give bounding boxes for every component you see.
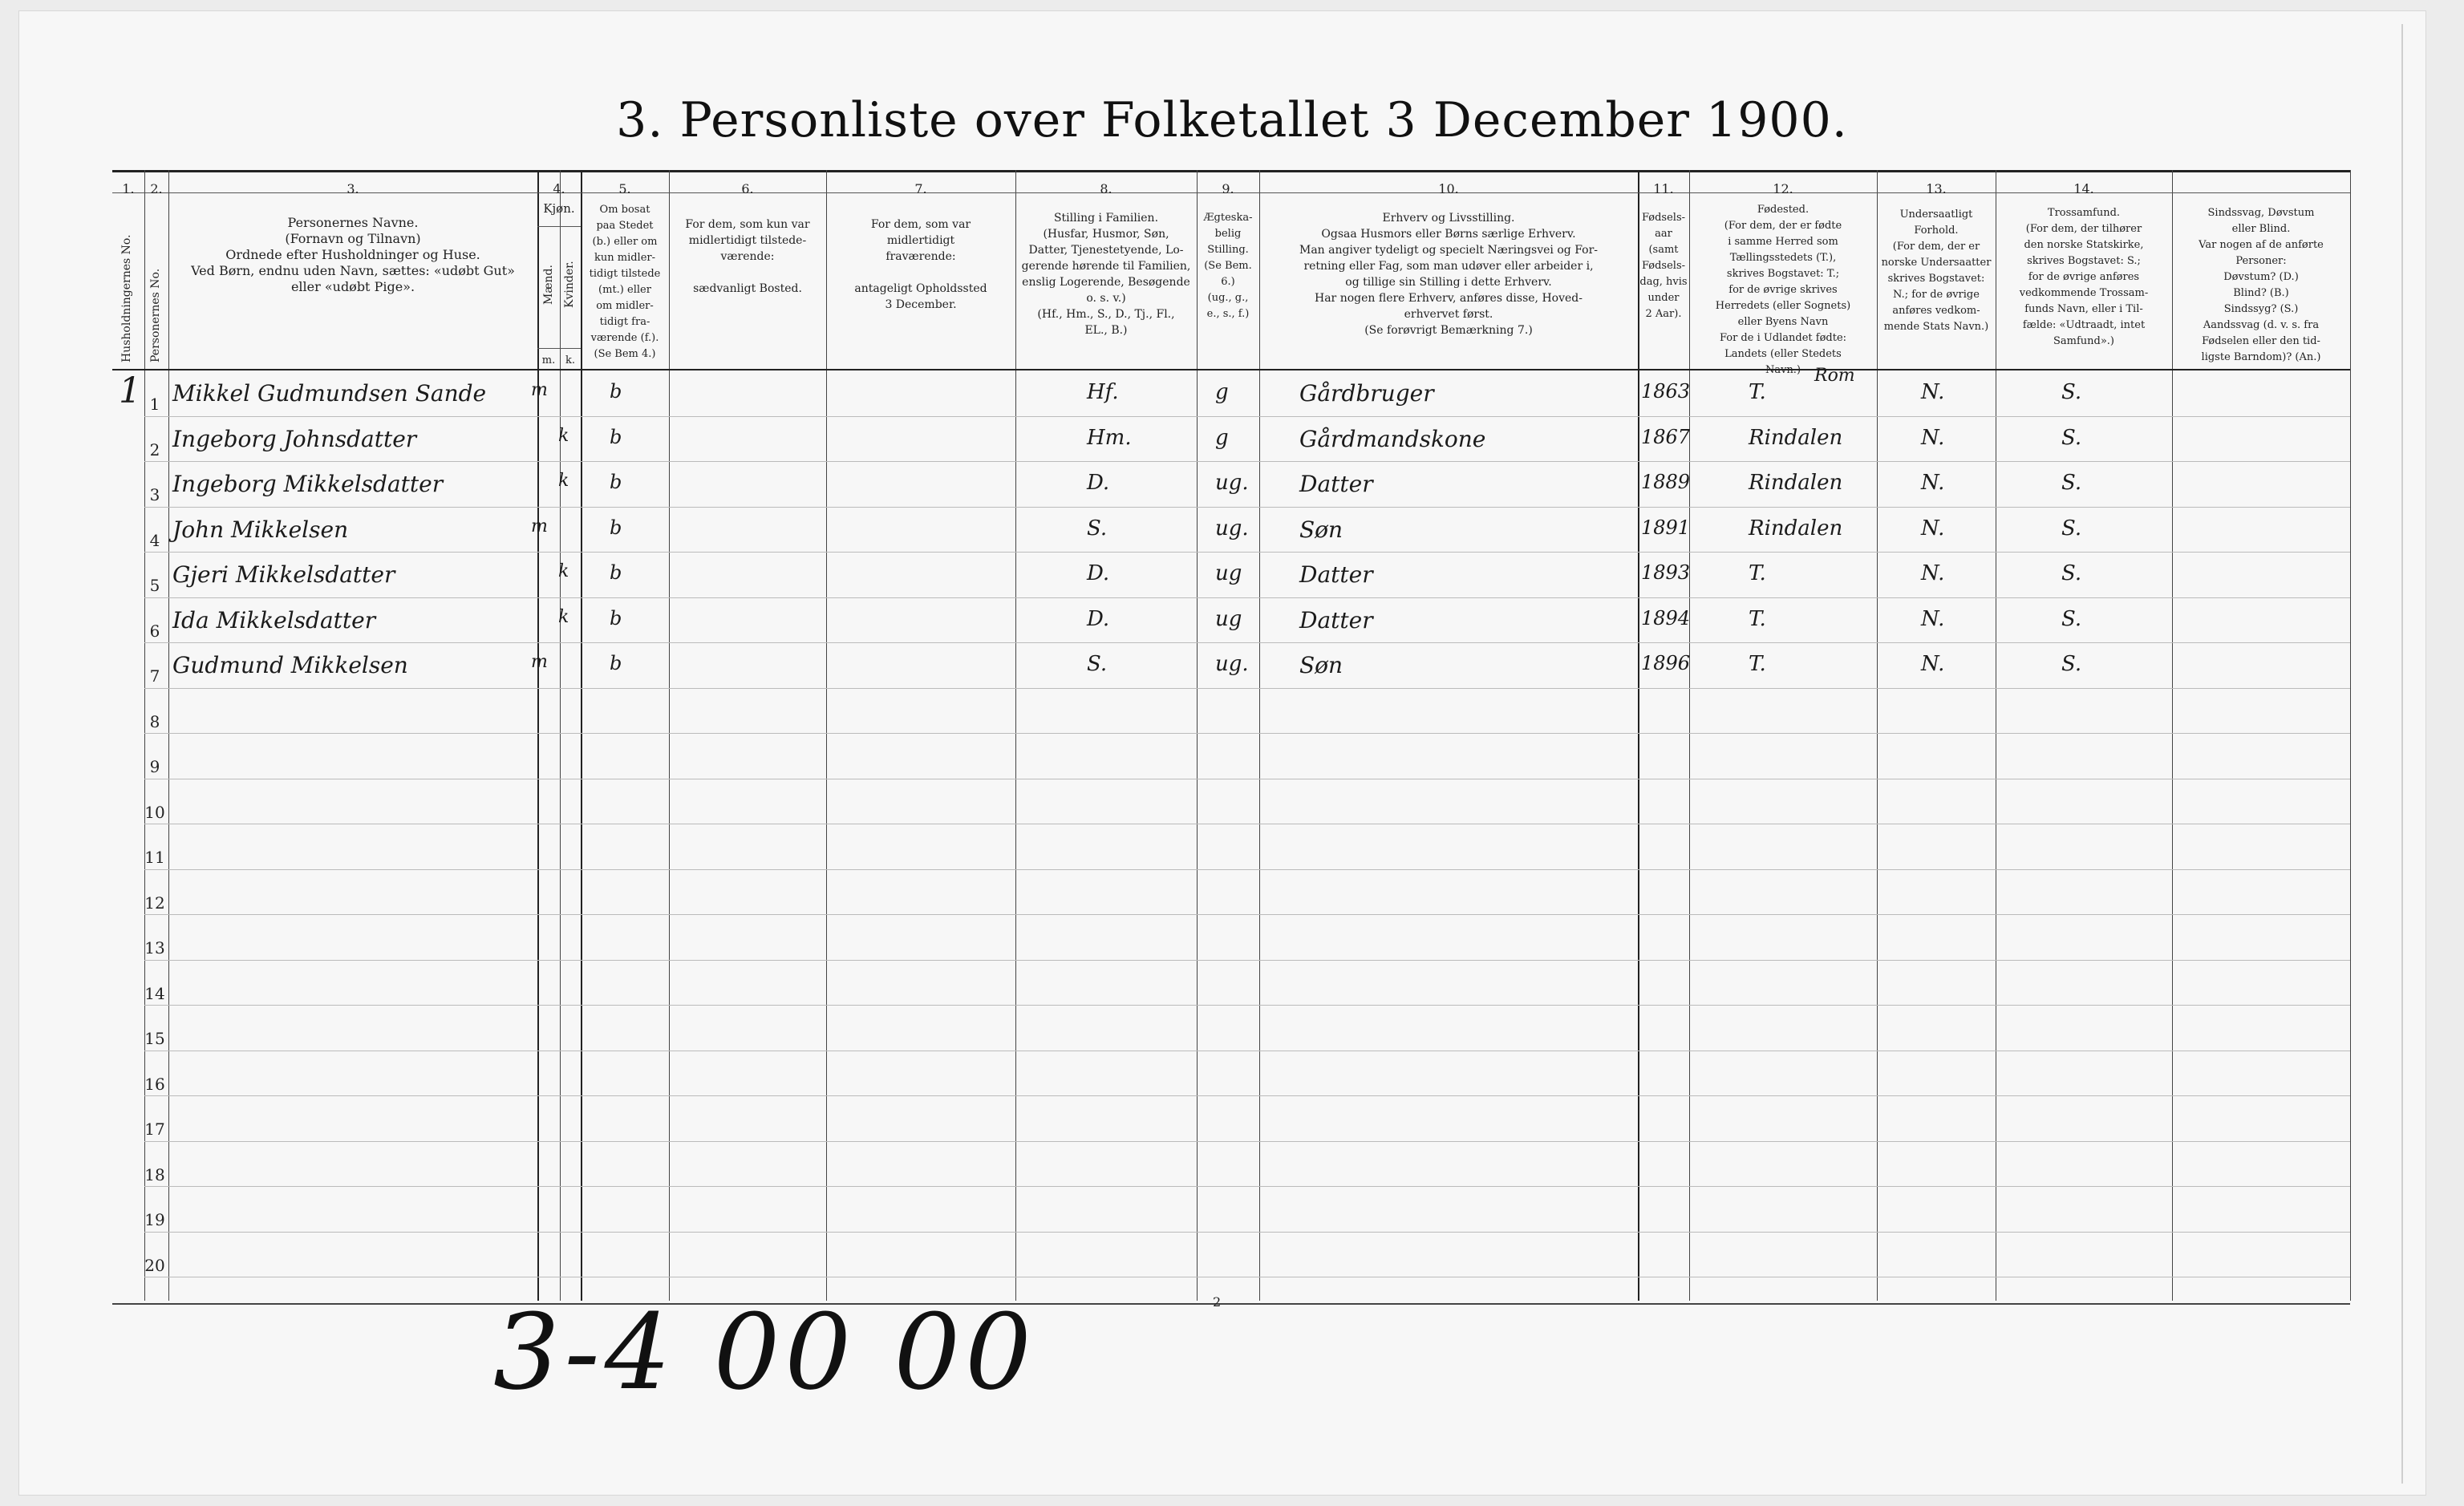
header-person-no: Personernes No. (149, 268, 162, 362)
row-number: 11 (144, 848, 165, 867)
cell-name: Mikkel Gudmundsen Sande (172, 380, 487, 407)
cell-citizenship: N. (1921, 652, 1945, 676)
cell-citizenship: N. (1921, 606, 1945, 631)
column-number: 14. (2073, 181, 2094, 196)
column-number: 9. (1222, 181, 1234, 196)
row-rule (144, 597, 2350, 598)
header-marital: Ægteska- belig Stilling. (Se Bem. 6.) (ug., g., e., s., f.) (1203, 212, 1253, 320)
header-sex-k: k. (565, 354, 575, 366)
cell-sex: m (531, 652, 548, 672)
cell-marital: ug. (1215, 652, 1249, 676)
column-rule (2350, 170, 2351, 1301)
column-rule (1638, 170, 1639, 1301)
cell-marital: ug (1215, 606, 1242, 631)
column-number: 11. (1653, 181, 1674, 196)
page-fold (2401, 24, 2403, 1484)
cell-marital: g (1215, 380, 1229, 404)
cell-birthplace: T. (1749, 561, 1766, 585)
cell-residence: b (610, 561, 622, 584)
cell-occupation: Søn (1299, 652, 1343, 678)
row-number: 7 (149, 666, 160, 686)
column-rule (168, 170, 169, 1301)
row-number: 19 (144, 1210, 165, 1229)
cell-name: John Mikkelsen (172, 516, 349, 543)
column-rule (2172, 170, 2173, 1301)
row-number: 18 (144, 1164, 165, 1184)
sex-subheader-rule (537, 226, 581, 227)
column-rule (1197, 170, 1198, 1301)
row-number: 8 (149, 711, 160, 731)
page-title: 3. Personliste over Folketallet 3 December 1900. (616, 92, 1848, 148)
cell-sex: m (531, 516, 548, 536)
row-number: 6 (149, 621, 160, 641)
column-rule (826, 170, 827, 1301)
row-rule (144, 642, 2350, 643)
cell-position: D. (1087, 606, 1110, 631)
cell-religion: S. (2061, 516, 2082, 540)
cell-birth-year: 1893 (1641, 561, 1691, 584)
cell-birthplace: T. (1749, 380, 1766, 404)
row-rule (144, 416, 2350, 417)
cell-citizenship: N. (1921, 516, 1945, 540)
cell-citizenship: N. (1921, 471, 1945, 495)
cell-occupation: Datter (1299, 561, 1373, 588)
cell-marital: ug. (1215, 471, 1249, 495)
cell-birthplace: Rindalen (1749, 425, 1843, 450)
cell-birth-year: 1889 (1641, 471, 1691, 493)
cell-birth-year: 1863 (1641, 380, 1691, 403)
column-number: 7. (914, 181, 927, 196)
header-citizenship: Undersaatligt Forhold. (For dem, der er norske Undersaatter skrives Bogstavet: N.; for de øvrige anføres vedkom- mende Stats Navn.) (1881, 208, 1992, 333)
row-rule (144, 507, 2350, 508)
row-rule (144, 1095, 2350, 1096)
row-number: 17 (144, 1119, 165, 1139)
cell-citizenship: N. (1921, 425, 1945, 450)
row-number: 20 (144, 1255, 165, 1275)
page-number: 2 (1213, 1294, 1222, 1310)
cell-name: Ingeborg Mikkelsdatter (172, 471, 444, 497)
cell-occupation: Datter (1299, 606, 1373, 634)
cell-residence: b (610, 471, 622, 493)
row-rule (144, 914, 2350, 915)
column-number: 3. (346, 181, 359, 196)
header-name: Personernes Navne. (Fornavn og Tilnavn) Ordnede efter Husholdninger og Huse. Ved Børn, endnu uden Navn, sættes: «udøbt Gut» eller «udøbt Pige». (191, 215, 515, 294)
header-usual-residence: For dem, som kun var midlertidigt tilstede- værende: sædvanligt Bosted. (685, 218, 810, 295)
header-birthplace: Fødested. (For dem, der er fødte i samme Herred som Tællingsstedets (T.), skrives Bogstavet: T.; for de øvrige skrives Herredets (eller Sognets) eller Byens Navn For de i Udlandet fødte: Landets (eller Stedets Navn.) (1715, 204, 1851, 376)
cell-marital: ug (1215, 561, 1242, 585)
header-sex-kvinder: Kvinder. (563, 261, 576, 308)
cell-marital: g (1215, 425, 1229, 450)
cell-residence: b (610, 516, 622, 539)
cell-position: D. (1087, 471, 1110, 495)
column-number: 2. (150, 181, 163, 196)
cell-sex: k (558, 471, 569, 491)
household-number: 1 (119, 370, 141, 411)
cell-residence: b (610, 380, 622, 403)
cell-occupation: Søn (1299, 516, 1343, 543)
cell-name: Gudmund Mikkelsen (172, 652, 408, 678)
row-rule (144, 1141, 2350, 1142)
row-number: 16 (144, 1074, 165, 1094)
column-number: 4. (553, 181, 565, 196)
header-birth-year: Fødsels- aar (samt Fødsels- dag, hvis under 2 Aar). (1639, 212, 1688, 320)
cell-position: Hf. (1087, 380, 1119, 404)
cell-residence: b (610, 425, 622, 448)
header-sex: Kjøn. (543, 201, 575, 216)
cell-occupation: Gårdmandskone (1299, 425, 1486, 452)
cell-citizenship: N. (1921, 380, 1945, 404)
cell-birth-year: 1867 (1641, 425, 1691, 448)
row-number: 12 (144, 893, 165, 913)
header-disability: Sindssvag, Døvstum eller Blind. Var nogen af de anførte Personer: Døvstum? (D.) Blind? (B.) Sindssyg? (S.) Aandssvag (d. v. s. fra Fødselen eller den tid- ligste Barndom)? (An.) (2199, 207, 2324, 363)
header-family-position: Stilling i Familien. (Husfar, Husmor, Søn, Datter, Tjenestetyende, Lo- gerende hørende til Familien, enslig Logerende, Besøgende o. s. v.) (Hf., Hm., S., D., Tj., Fl., EL., B.) (1021, 212, 1191, 337)
column-number: 13. (1926, 181, 1947, 196)
column-rule (560, 170, 561, 1301)
row-number: 2 (149, 439, 160, 459)
column-number: 10. (1438, 181, 1459, 196)
row-number: 10 (144, 802, 165, 822)
cell-sex: m (531, 380, 548, 400)
header-household-no: Husholdningernes No. (120, 234, 133, 362)
row-number: 1 (149, 395, 160, 414)
cell-citizenship: N. (1921, 561, 1945, 585)
cell-birthplace: T. (1749, 606, 1766, 631)
cell-religion: S. (2061, 561, 2082, 585)
sex-label-rule (537, 348, 581, 349)
header-sex-mend: Mænd. (542, 265, 555, 305)
column-number: 12. (1773, 181, 1793, 196)
cell-religion: S. (2061, 471, 2082, 495)
cell-religion: S. (2061, 606, 2082, 631)
cell-occupation: Datter (1299, 471, 1373, 497)
header-sex-m: m. (541, 354, 556, 366)
column-number: 6. (741, 181, 754, 196)
column-rule (1015, 170, 1016, 1301)
cell-name: Ida Mikkelsdatter (172, 606, 376, 634)
cell-religion: S. (2061, 425, 2082, 450)
column-rule (1259, 170, 1260, 1301)
cell-birth-year: 1894 (1641, 606, 1691, 630)
cell-birthplace: Rindalen (1749, 516, 1843, 540)
cell-position: S. (1087, 652, 1108, 676)
cell-position: S. (1087, 516, 1108, 540)
cell-sex: k (558, 425, 569, 446)
row-rule (144, 869, 2350, 870)
column-number: 1. (122, 181, 135, 196)
row-number: 4 (149, 530, 160, 550)
row-number: 14 (144, 983, 165, 1003)
cell-sex: k (558, 561, 569, 581)
header-bottom-rule (112, 369, 2350, 370)
row-number: 15 (144, 1029, 165, 1048)
row-rule (144, 1186, 2350, 1187)
handwritten-reference-number: 3-4 00 00 (493, 1291, 1036, 1413)
cell-position: D. (1087, 561, 1110, 585)
row-number: 13 (144, 938, 165, 957)
row-rule (144, 733, 2350, 734)
cell-sex: k (558, 606, 569, 627)
cell-marital: ug. (1215, 516, 1249, 540)
row-rule (144, 688, 2350, 689)
header-religion: Trossamfund. (For dem, der tilhører den norske Statskirke, skrives Bogstavet: S.; for de øvrige anføres vedkommende Trossam- funds Navn, eller i Til- fælde: «Udtraadt, intet Samfund».) (2019, 207, 2149, 347)
cell-name: Gjeri Mikkelsdatter (172, 561, 395, 588)
row-rule (144, 461, 2350, 462)
column-rule (669, 170, 670, 1301)
cell-birthplace: T. (1749, 652, 1766, 676)
cell-religion: S. (2061, 380, 2082, 404)
row-number: 3 (149, 485, 160, 504)
cell-position: Hm. (1087, 425, 1132, 450)
header-residence: Om bosat paa Stedet (b.) eller om kun midler- tidigt tilstede (mt.) eller om midler- tidigt fra- værende (f.). (Se Bem 4.) (589, 204, 661, 360)
row-rule (144, 1232, 2350, 1233)
row-rule (144, 1005, 2350, 1006)
cell-name: Ingeborg Johnsdatter (172, 425, 417, 452)
row-number: 9 (149, 757, 160, 776)
cell-birth-year: 1891 (1641, 516, 1691, 539)
cell-residence: b (610, 652, 622, 674)
row-rule (144, 960, 2350, 961)
cell-residence: b (610, 606, 622, 630)
header-occupation: Erhverv og Livsstilling. Ogsaa Husmors eller Børns særlige Erhverv. Man angiver tydeligt og specielt Næringsvei og For- retning eller Fag, som man udøver eller arbeider i, og tillige sin Stilling i dette Erhverv. Har nogen flere Erhverv, anføres disse, Hoved- erhvervet først. (Se forøvrigt Bemærkning 7.) (1299, 212, 1598, 337)
row-rule (144, 552, 2350, 553)
cell-birth-year: 1896 (1641, 652, 1691, 674)
row-number: 5 (149, 576, 160, 595)
column-rule (1689, 170, 1690, 1301)
column-rule (537, 170, 539, 1301)
column-number: 8. (1100, 181, 1112, 196)
cell-birthplace-note: Rom (1814, 366, 1855, 386)
header-temp-location: For dem, som var midlertidigt fraværende: antageligt Opholdssted 3 December. (854, 218, 987, 311)
column-number: 5. (618, 181, 631, 196)
cell-occupation: Gårdbruger (1299, 380, 1434, 407)
cell-religion: S. (2061, 652, 2082, 676)
cell-birthplace: Rindalen (1749, 471, 1843, 495)
column-rule (1877, 170, 1878, 1301)
